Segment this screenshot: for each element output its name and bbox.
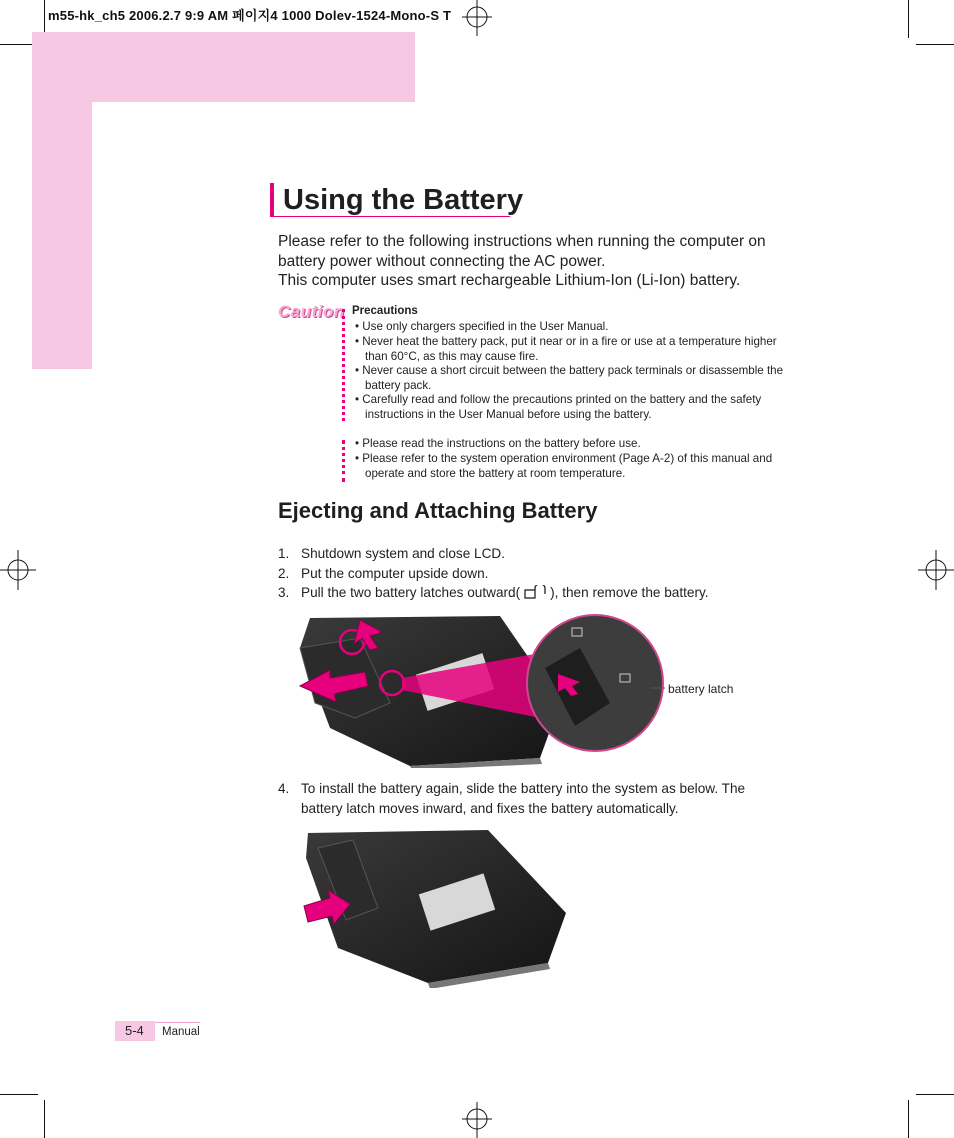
step-number: 3. <box>278 585 290 600</box>
intro-line: battery power without connecting the AC power. <box>278 252 606 270</box>
caution-label: Caution <box>278 302 345 321</box>
pink-decor-column <box>32 102 92 369</box>
print-slug: m55-hk_ch5 2006.2.7 9:9 AM 페이지4 1000 Dolev-1524-Mono-S T <box>48 8 452 23</box>
title-underline <box>270 216 510 217</box>
precaution-text: • Please read the instructions on the battery before use. <box>355 437 641 450</box>
registration-mark-right <box>916 550 954 590</box>
step-item <box>278 566 488 581</box>
battery-latch-label: battery latch <box>668 682 734 696</box>
page-number: 5-4 <box>115 1021 155 1041</box>
precaution-item <box>355 393 800 422</box>
battery-install-illustration <box>298 828 573 988</box>
precaution-item <box>355 320 800 335</box>
precautions-title: Precautions <box>352 305 418 317</box>
precaution-text: • Use only chargers specified in the User Manual. <box>355 320 609 333</box>
precaution-item <box>355 437 800 452</box>
pink-decor-band <box>32 32 415 102</box>
precaution-item <box>355 452 800 481</box>
crop-mark <box>916 44 954 45</box>
crop-mark <box>908 0 909 38</box>
footer-label: Manual <box>162 1026 200 1038</box>
caution-dots <box>342 440 348 482</box>
crop-mark <box>916 1094 954 1095</box>
step-item <box>278 546 505 561</box>
step-text: To install the battery again, slide the battery into the system as below. The battery latch moves inward, and fixes the battery automatically. <box>301 781 746 816</box>
precaution-text: instructions in the User Manual before using the battery. <box>365 407 652 421</box>
registration-mark-top <box>460 0 494 36</box>
step-text: ), then remove the battery. <box>550 585 709 600</box>
step-number: 2. <box>278 566 290 581</box>
precaution-text: battery pack. <box>365 378 432 392</box>
precaution-text: • Never cause a short circuit between the battery pack terminals or disassemble the <box>355 364 784 377</box>
intro-line: This computer uses smart rechargeable Lithium-Ion (Li-Ion) battery. <box>278 272 741 289</box>
step-item <box>278 779 788 819</box>
crop-mark <box>0 1094 38 1095</box>
page-title: Using the Battery <box>270 183 523 217</box>
precaution-text: • Please refer to the system operation environment (Page A-2) of this manual and <box>355 452 773 465</box>
step-number: 1. <box>278 546 290 561</box>
section-heading: Ejecting and Attaching Battery <box>278 498 598 523</box>
battery-eject-illustration <box>290 608 670 768</box>
step-text: Shutdown system and close LCD. <box>301 546 506 561</box>
intro-line: Please refer to the following instructions when running the computer on <box>278 233 766 250</box>
precaution-item <box>355 335 800 364</box>
registration-mark-bottom <box>460 1102 494 1138</box>
precaution-text: • Carefully read and follow the precautions printed on the battery and the safety <box>355 393 762 406</box>
registration-mark-left <box>0 550 38 590</box>
crop-mark <box>908 1100 909 1138</box>
intro-paragraph <box>278 232 798 291</box>
step-number: 4. <box>278 781 290 796</box>
step-text: Put the computer upside down. <box>301 566 489 581</box>
caution-dots <box>342 309 348 421</box>
precaution-text: operate and store the battery at room temperature. <box>365 466 626 480</box>
step-item <box>278 585 709 600</box>
crop-mark <box>44 1100 45 1138</box>
precaution-text: than 60°C, as this may cause fire. <box>365 349 539 363</box>
step-text: Pull the two battery latches outward( <box>301 585 521 600</box>
precaution-text: • Never heat the battery pack, put it near or in a fire or use at a temperature higher <box>355 335 777 348</box>
unlock-icon <box>522 585 548 599</box>
precaution-item <box>355 364 800 393</box>
